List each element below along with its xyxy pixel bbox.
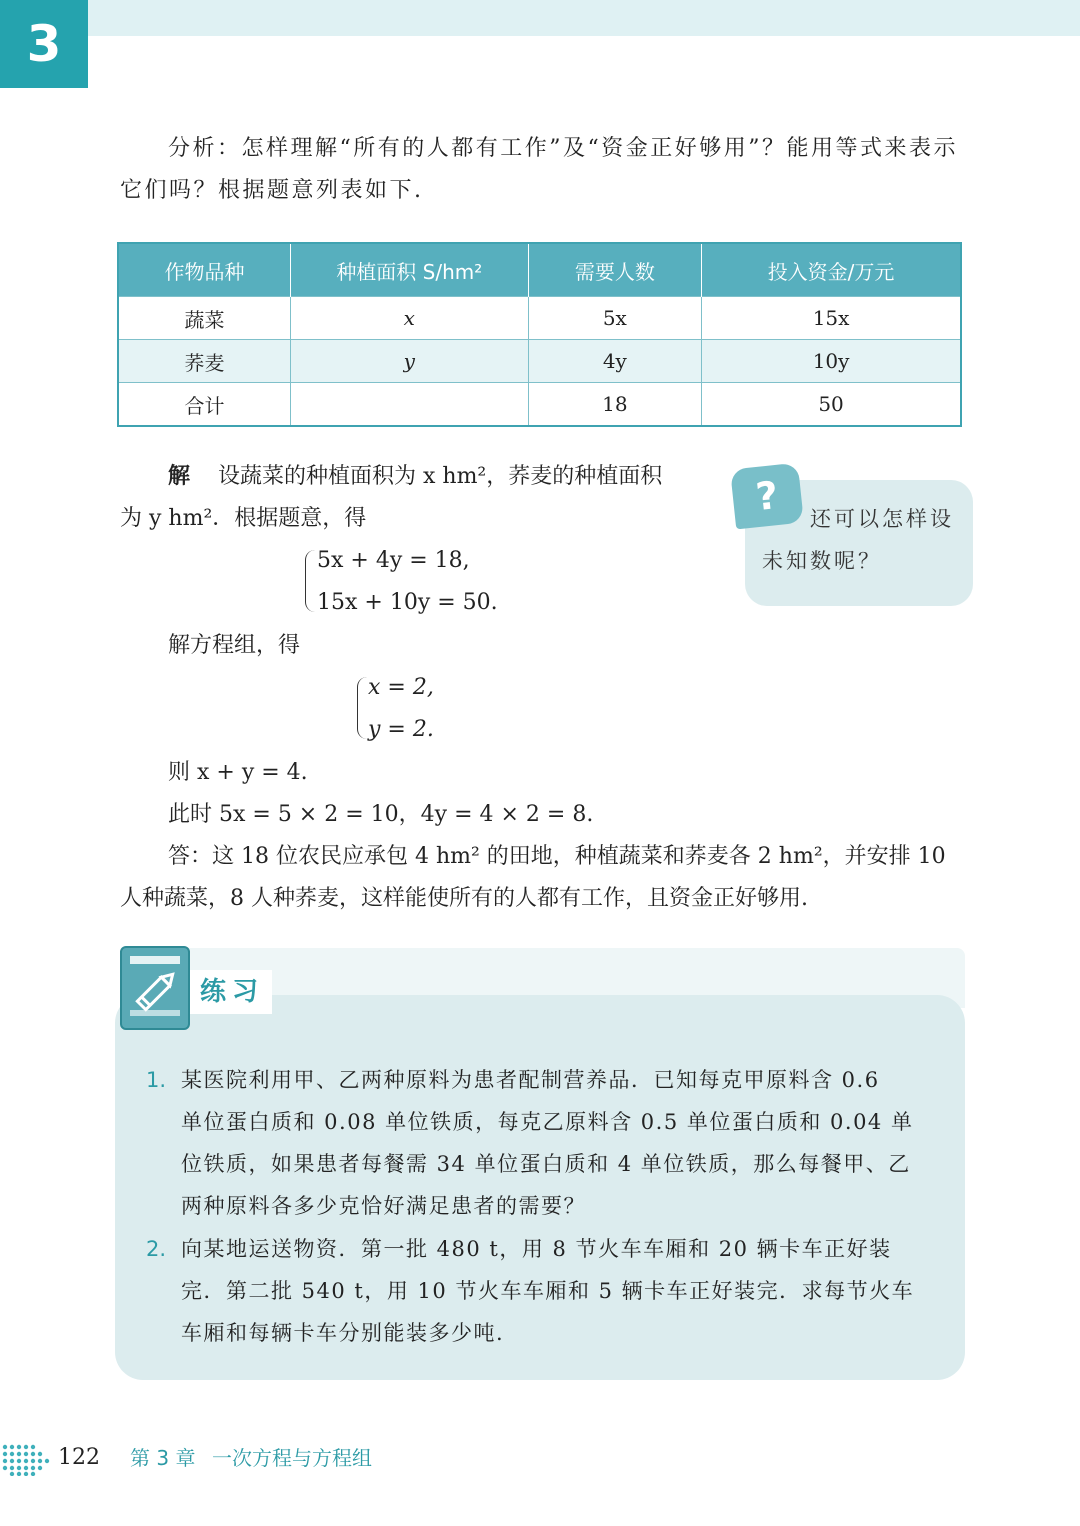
equation-1: 5x + 4y = 18, bbox=[317, 548, 470, 573]
table-row bbox=[118, 297, 961, 340]
then-line: 则 x + y = 4. bbox=[168, 760, 308, 785]
table-cell: 50 bbox=[702, 383, 961, 427]
table-row bbox=[118, 383, 961, 427]
table-cell: 荞麦 bbox=[118, 340, 291, 383]
page-number: 122 bbox=[58, 1445, 100, 1470]
table-header-cell: 作物品种 bbox=[118, 243, 291, 297]
exercise-2-line: 完．第二批 540 t，用 10 节火车车厢和 5 辆卡车正好装完．求每节火车 bbox=[181, 1279, 915, 1303]
table-cell: 4y bbox=[528, 340, 702, 383]
table-cell: 18 bbox=[528, 383, 702, 427]
exercise-1-line: 两种原料各多少克恰好满足患者的需要？ bbox=[181, 1194, 586, 1218]
exercise-number: 1. bbox=[146, 1068, 167, 1092]
question-icon: ? bbox=[730, 463, 804, 530]
table-header-cell: 种植面积 S/hm² bbox=[291, 243, 528, 297]
table-cell: 合计 bbox=[118, 383, 291, 427]
top-band bbox=[88, 0, 1080, 36]
table-header-cell: 需要人数 bbox=[528, 243, 702, 297]
answer-line-2: 人种蔬菜，8 人种荞麦，这样能使所有的人都有工作，且资金正好够用. bbox=[120, 886, 808, 911]
exercise-1-line: 某医院利用甲、乙两种原料为患者配制营养品．已知每克甲原料含 0.6 bbox=[181, 1068, 880, 1092]
data-table bbox=[117, 242, 962, 427]
table-cell bbox=[291, 383, 528, 427]
tip-line-2: 未知数呢？ bbox=[762, 549, 882, 573]
table-header-cell: 投入资金/万元 bbox=[702, 243, 961, 297]
exercise-title: 练习 bbox=[190, 970, 272, 1014]
solution-line-1: 设蔬菜的种植面积为 x hm²，荞麦的种植面积 bbox=[218, 464, 663, 489]
table-row bbox=[118, 340, 961, 383]
solution-brace bbox=[357, 677, 367, 739]
table-cell: 10y bbox=[702, 340, 961, 383]
pencil-notebook-icon bbox=[120, 946, 190, 1030]
analysis-line-1: 分析：怎样理解“所有的人都有工作”及“资金正好够用”？能用等式来表示 bbox=[168, 136, 958, 161]
dots-ornament-icon bbox=[2, 1442, 52, 1476]
table-cell: x bbox=[291, 297, 528, 340]
chapter-number-tab: 3 bbox=[0, 0, 88, 88]
table-cell: 蔬菜 bbox=[118, 297, 291, 340]
table-cell: y bbox=[291, 340, 528, 383]
answer-line-1: 答：这 18 位农民应承包 4 hm² 的田地，种植蔬菜和荞麦各 2 hm²，并安排 10 bbox=[168, 844, 946, 869]
analysis-line-2: 它们吗？根据题意列表如下. bbox=[120, 178, 424, 203]
table-cell: 5x bbox=[528, 297, 702, 340]
solve-text: 解方程组，得 bbox=[168, 633, 301, 658]
solution-label: 解 bbox=[168, 464, 191, 489]
solution-x: x = 2, bbox=[368, 675, 434, 700]
table-header-row bbox=[118, 243, 961, 297]
now-line: 此时 5x = 5 × 2 = 10，4y = 4 × 2 = 8. bbox=[168, 802, 594, 827]
footer-chapter: 第 3 章 bbox=[130, 1446, 196, 1470]
solution-line-2: 为 y hm²．根据题意，得 bbox=[120, 506, 367, 531]
exercise-number: 2. bbox=[146, 1237, 167, 1261]
footer-chapter-title: 一次方程与方程组 bbox=[212, 1446, 372, 1470]
exercise-1-line: 单位蛋白质和 0.08 单位铁质，每克乙原料含 0.5 单位蛋白质和 0.04 单 bbox=[181, 1110, 914, 1134]
solution-y: y = 2. bbox=[368, 717, 434, 742]
exercise-2-line: 车厢和每辆卡车分别能装多少吨. bbox=[181, 1321, 505, 1345]
exercise-2-line: 向某地运送物资．第一批 480 t，用 8 节火车车厢和 20 辆卡车正好装 bbox=[181, 1237, 892, 1261]
exercise-1-line: 位铁质，如果患者每餐需 34 单位蛋白质和 4 单位铁质，那么每餐甲、乙 bbox=[181, 1152, 911, 1176]
equation-2: 15x + 10y = 50. bbox=[317, 590, 498, 615]
table-cell: 15x bbox=[702, 297, 961, 340]
tip-line-1: 还可以怎样设 bbox=[810, 507, 954, 531]
equation-brace bbox=[305, 550, 315, 612]
